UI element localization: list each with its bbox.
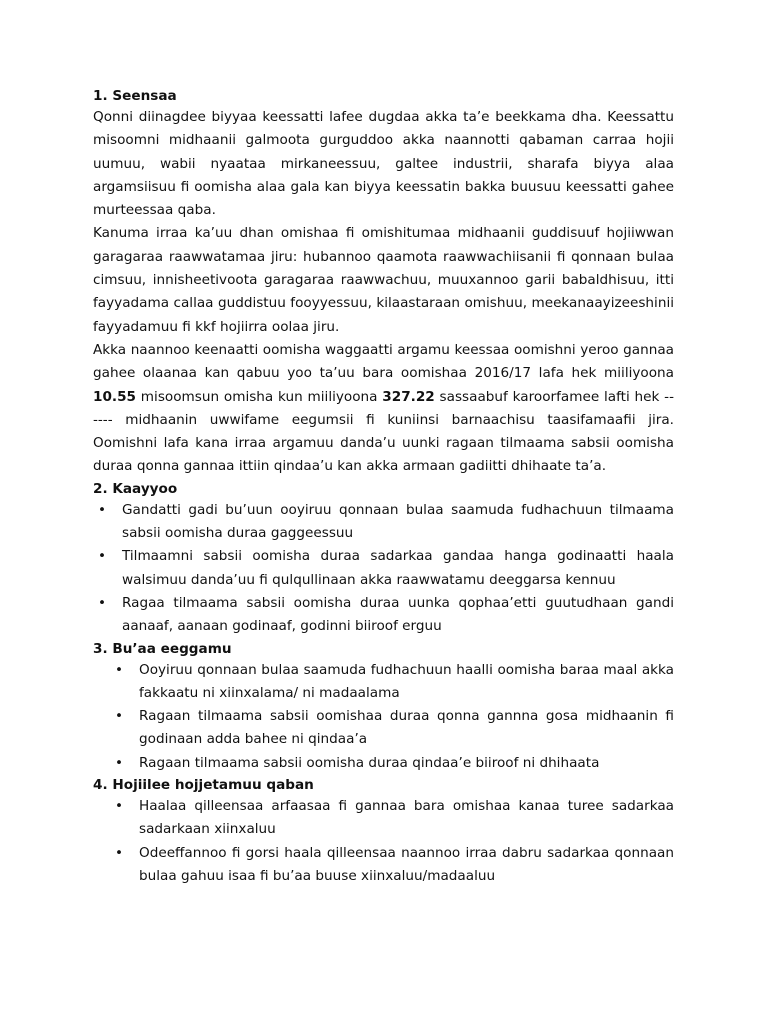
section-3-heading: 3. Bu’aa eeggamu (93, 640, 232, 657)
section-1-paragraph-2: Kanuma irraa ka’uu dhan omishaa fi omishitumaa midhaanii guddisuuf hojiiwwan garagaraa raawwatamaa jiru: hubannoo qaamota raawwachiisanii fi qonnaan bulaa cimsuu, innisheetivoota garagaraa raawwachuu, muuxannoo garii babaldhisuu, itti fayyadama callaa guddistuu fooyyessuu, kilaastaraan omishuu, meekanaayizeeshinii fayyadamuu fi kkf hojiirra oolaa jiru. (93, 225, 674, 335)
p3-text-c: misoomsun omisha kun miiliyoona (136, 388, 383, 405)
activities-list (93, 795, 674, 888)
section-1-paragraph-3 (93, 339, 674, 479)
p3-bold-target: 327.22 (382, 388, 435, 405)
list-item: • Haalaa qilleensaa arfaasaa fi gannaa bara omishaa kanaa turee sadarkaa sadarkaan xiinxaluu (93, 795, 674, 842)
document-body (93, 86, 674, 888)
p3-bold-area: 10.55 (93, 388, 136, 405)
expected-results-list (93, 659, 674, 775)
list-item: • Gandatti gadi bu’uun ooyiruu qonnaan bulaa saamuda fudhachuun tilmaama sabsii oomisha duraa gaggeessuu (93, 499, 674, 546)
list-item: • Ooyiruu qonnaan bulaa saamuda fudhachuun haalli oomisha baraa maal akka fakkaatu ni xiinxalama/ ni madaalama (93, 659, 674, 706)
list-item: • Ragaan tilmaama sabsii oomishaa duraa qonna gannna gosa midhaanin fi godinaan adda bahee ni qindaa’a (93, 705, 674, 752)
section-1-paragraph-1: Qonni diinagdee biyyaa keessatti lafee dugdaa akka ta’e beekkama dha. Keessattu misoomni midhaanii galmoota gurguddoo akka naannotti qabaman carraa hojii uumuu, wabii nyaataa mirkaneessuu, galtee industrii, sharafa biyya alaa argamsiisuu fi oomisha alaa gala kan biyya keessatin bakka buusuu keessatti gahee murteessaa qaba. (93, 109, 674, 219)
section-4-heading: 4. Hojiilee hojjetamuu qaban (93, 777, 314, 794)
list-item: • Tilmaamni sabsii oomisha duraa sadarkaa gandaa hanga godinaatti haala walsimuu danda’uu fi qulqullinaan akka raawwatamu deeggarsa kennuu (93, 545, 674, 592)
list-item: • Odeeffannoo fi gorsi haala qilleensaa naannoo irraa dabru sadarkaa qonnaan bulaa gahuu isaa fi bu’aa buuse xiinxaluu/madaaluu (93, 842, 674, 889)
list-item: • Ragaa tilmaama sabsii oomisha duraa uunka qophaa’etti guutudhaan gandi aanaaf, aanaan godinaaf, godinni biiroof erguu (93, 592, 674, 639)
list-item: • Ragaan tilmaama sabsii oomisha duraa qindaa’e biiroof ni dhihaata (93, 752, 674, 775)
objectives-list (93, 499, 674, 639)
p3-text-d: sassaabuf karoorfamee lafti hek ------ midhaanin uwwifame eegumsii fi kuniinsi barnaachisu taasifamaafii jira. Oomishni lafa kana irraa argamuu danda’u uunki ragaan tilmaama sabsii oomisha duraa qonna gannaa ittiin qindaa’u kan akka armaan gadiitti dhihaate ta’a. (93, 388, 674, 475)
section-2-heading: 2. Kaayyoo (93, 480, 178, 497)
section-1-heading: 1. Seensaa (93, 88, 177, 104)
p3-text-a: Akka naannoo keenaatti oomisha waggaatti argamu keessaa oomishni yeroo gannaa gahee olaanaa kan qabuu yoo ta’uu bara oomishaa 2016/17 lafa hek miiliyoona (93, 341, 674, 382)
